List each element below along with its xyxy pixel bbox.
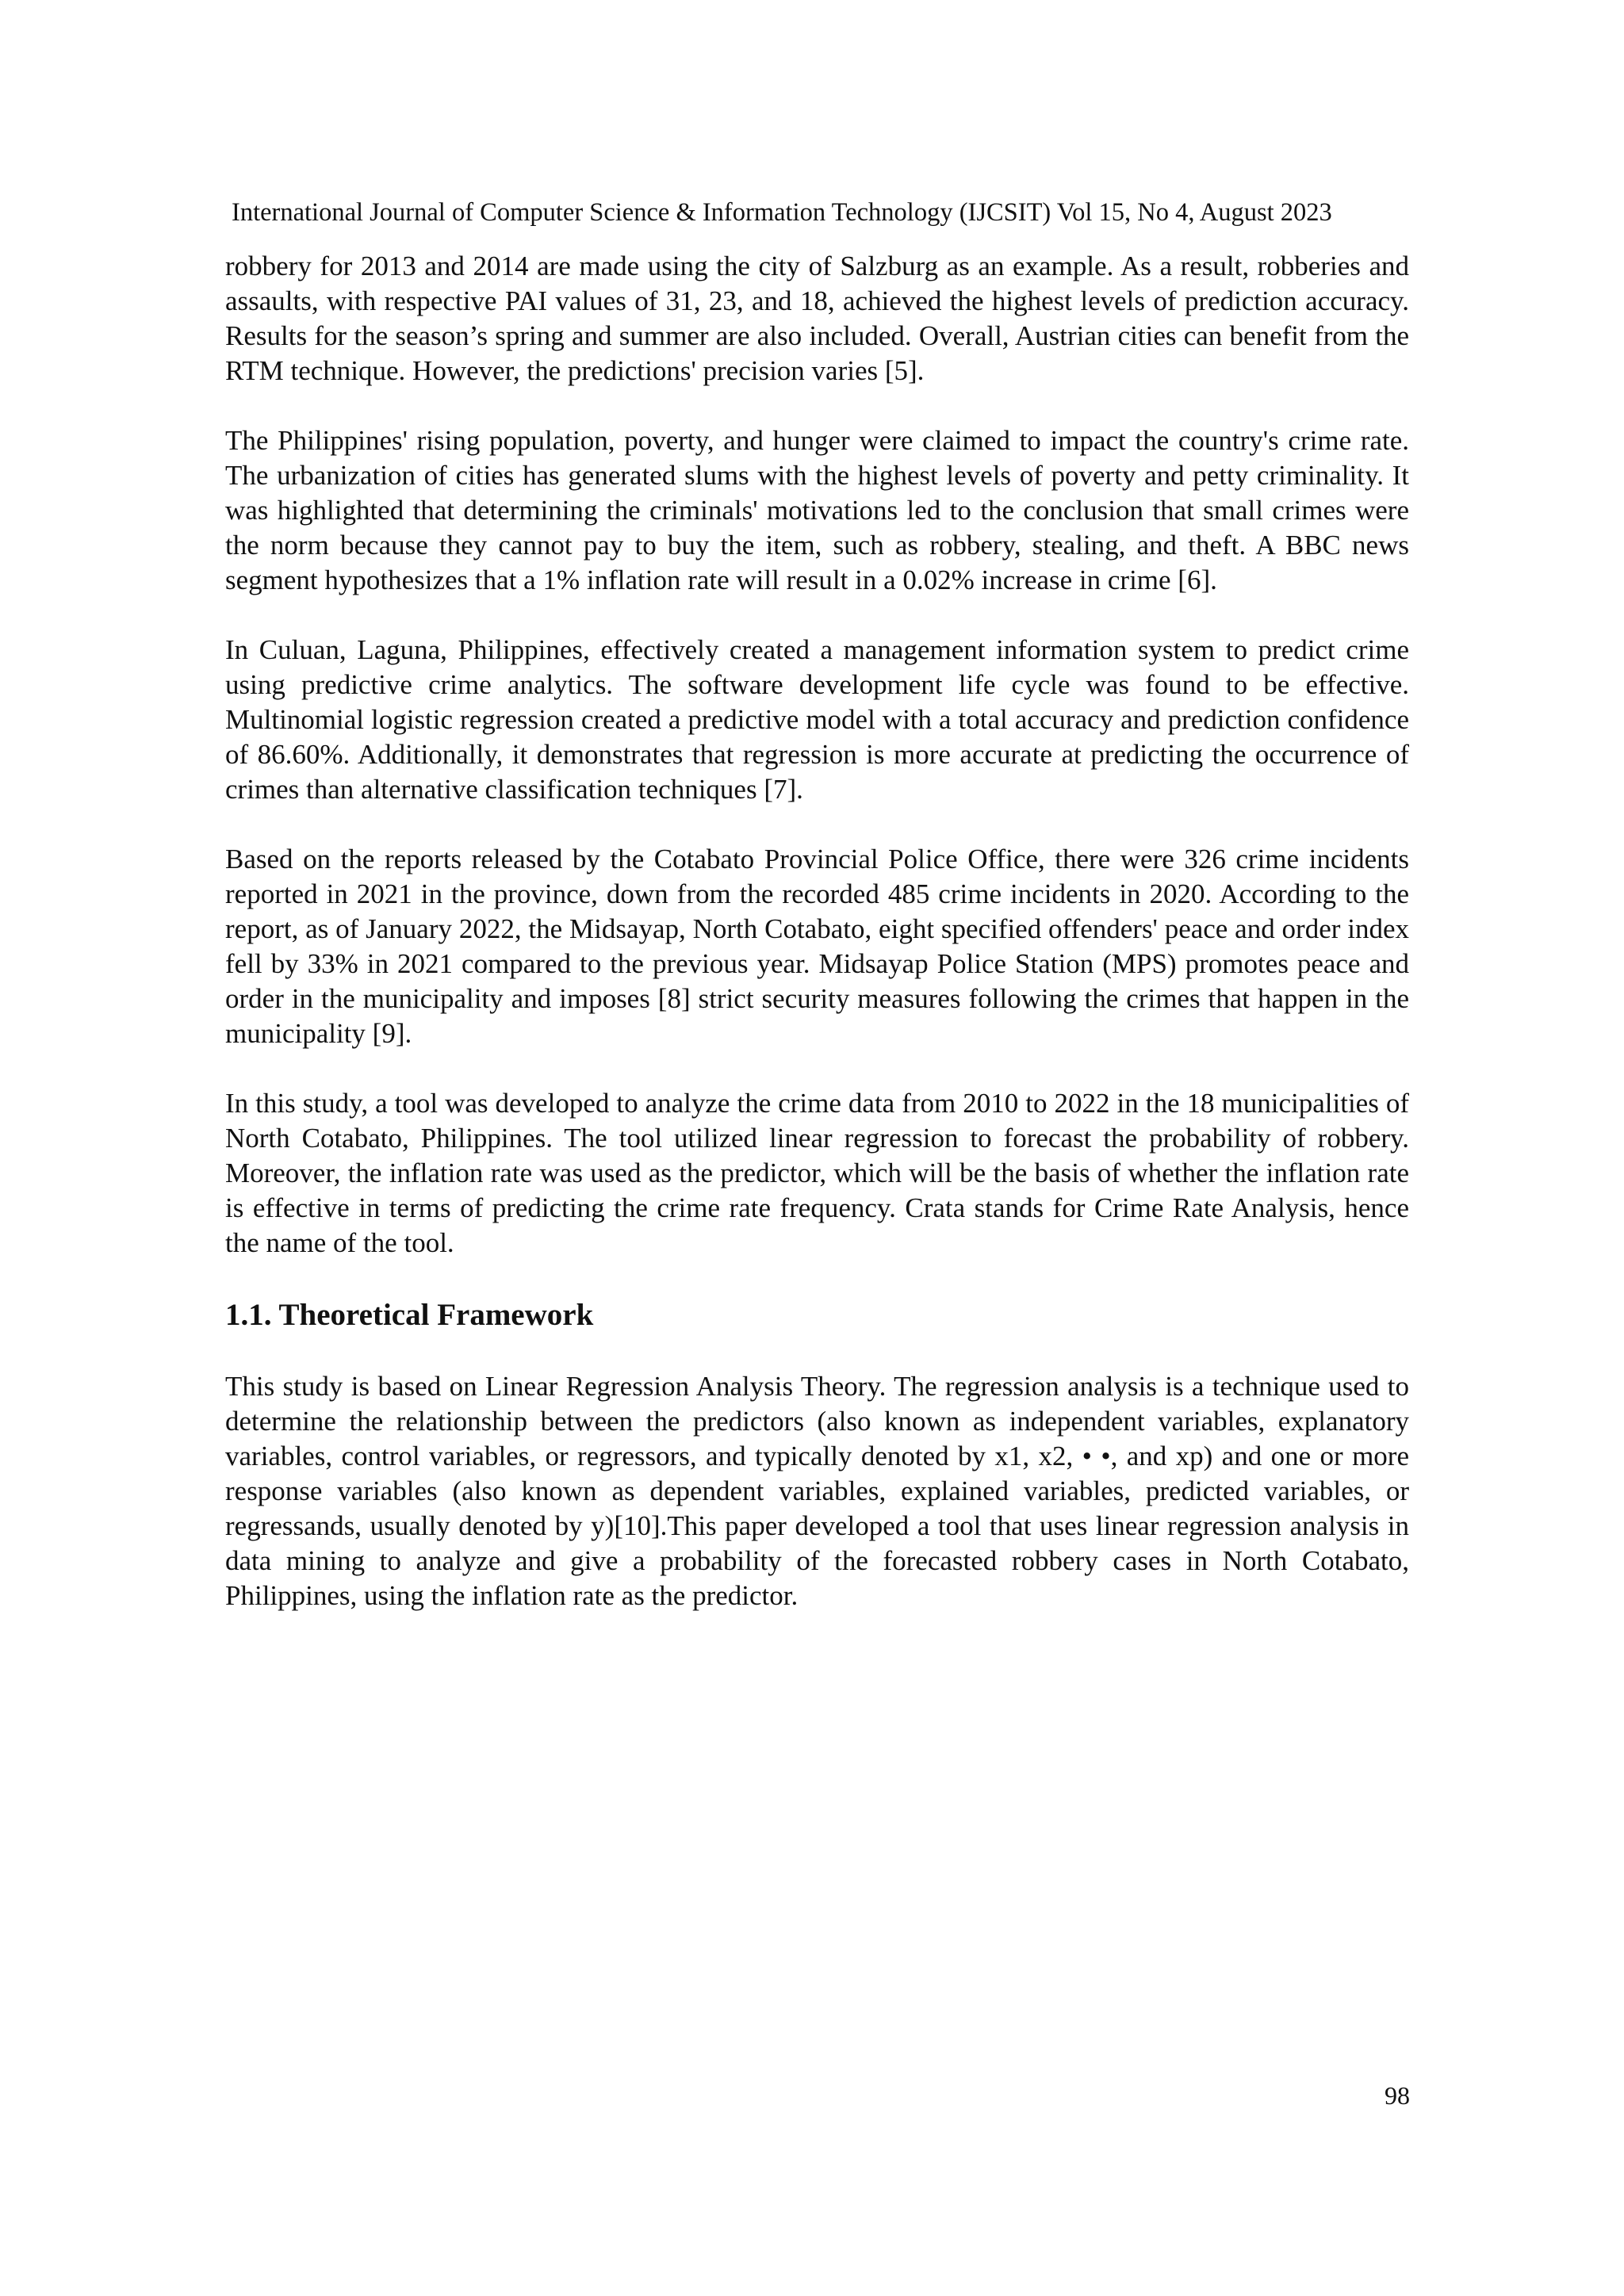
journal-running-header: International Journal of Computer Science & Information Technology (IJCSIT) Vol 15, No 4, August 2023 xyxy=(232,198,1332,227)
paragraph-cotabato-reports: Based on the reports released by the Cotabato Provincial Police Office, there were 326 crime incidents reported in 2021 in the province, down from the recorded 485 crime incidents in 2020. According to the report, as of January 2022, the Midsayap, North Cotabato, eight specified offenders' peace and order index fell by 33% in 2021 compared to the previous year. Midsayap Police Station (MPS) promotes peace and order in the municipality and imposes [8] strict security measures following the crimes that happen in the municipality [9]. xyxy=(225,844,1409,1049)
paragraph-salzburg-robbery: robbery for 2013 and 2014 are made using the city of Salzburg as an example. As a result, robberies and assaults, with respective PAI values of 31, 23, and 18, achieved the highest levels of prediction accuracy. Results for the season’s spring and summer are also included. Overall, Austrian cities can benefit from the RTM technique. However, the predictions' precision varies [5]. xyxy=(225,251,1409,386)
section-heading-theoretical-framework: 1.1. Theoretical Framework xyxy=(225,1298,594,1332)
paragraph-culuan-laguna: In Culuan, Laguna, Philippines, effectively created a management information system to predict crime using predictive crime analytics. The software development life cycle was found to be effective. Multinomial logistic regression created a predictive model with a total accuracy and prediction confidence of 86.60%. Additionally, it demonstrates that regression is more accurate at predicting the occurrence of crimes than alternative classification techniques [7]. xyxy=(225,634,1409,805)
paragraph-linear-regression-theory: This study is based on Linear Regression Analysis Theory. The regression analysis is a technique used to determine the relationship between the predictors (also known as independent variables, explanatory variables, control variables, or regressors, and typically denoted by x1, x2, • •, and xp) and one or more response variables (also known as dependent variables, explained variables, predicted variables, or regressands, usually denoted by y)[10].This paper developed a tool that uses linear regression analysis in data mining to analyze and give a probability of the forecasted robbery cases in North Cotabato, Philippines, using the inflation rate as the predictor. xyxy=(225,1371,1409,1611)
paragraph-study-tool: In this study, a tool was developed to analyze the crime data from 2010 to 2022 in the 18 municipalities of North Cotabato, Philippines. The tool utilized linear regression to forecast the probability of robbery. Moreover, the inflation rate was used as the predictor, which will be the basis of whether the inflation rate is effective in terms of predicting the crime rate frequency. Crata stands for Crime Rate Analysis, hence the name of the tool. xyxy=(225,1088,1409,1258)
paragraph-philippines-crime-rate: The Philippines' rising population, poverty, and hunger were claimed to impact the country's crime rate. The urbanization of cities has generated slums with the highest levels of poverty and petty criminality. It was highlighted that determining the criminals' motivations led to the conclusion that small crimes were the norm because they cannot pay to buy the item, such as robbery, stealing, and theft. A BBC news segment hypothesizes that a 1% inflation rate will result in a 0.02% increase in crime [6]. xyxy=(225,425,1409,595)
page-content xyxy=(225,249,1409,1648)
page-number: 98 xyxy=(1385,2081,1410,2110)
